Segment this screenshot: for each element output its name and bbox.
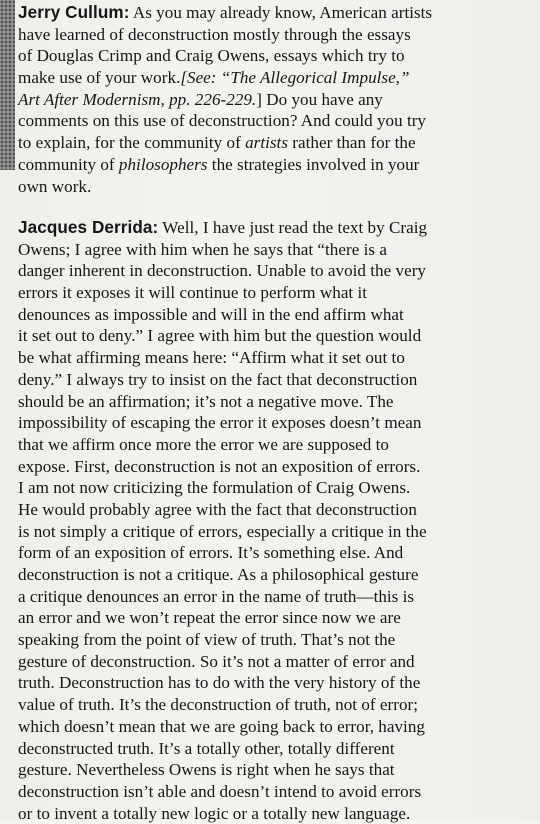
question-line-8: community of philosophers the strategies involved in your	[18, 154, 420, 174]
left-margin-shadow	[0, 0, 15, 170]
answer-line-9: should be an affirmation; it’s not a negative move. The	[18, 391, 394, 411]
answer-line-2: Owens; I agree with him when he says that “there is a	[18, 239, 387, 259]
answer-line-18: a critique denounces an error in the name of truth—this is	[18, 586, 415, 606]
answer-line-3: danger inherent in deconstruction. Unable to avoid the very	[18, 261, 426, 281]
answer-line-22: truth. Deconstruction has to do with the very history of the	[18, 673, 421, 693]
answer-line-28: or to invent a totally new logic or a totally new language.	[18, 803, 411, 823]
answer-line-25: deconstructed truth. It’s a totally other, totally different	[18, 738, 395, 758]
answer-line-8: deny.” I always try to insist on the fact that deconstruction	[18, 369, 418, 389]
speaker-jacques-derrida: Jacques Derrida:	[18, 218, 159, 237]
answer-line-5: denounces as impossible and will in the end affirm what	[18, 304, 404, 324]
answer-line-6: it set out to deny.” I agree with him but the question would	[18, 326, 422, 346]
answer-line-1: Jacques Derrida: Well, I have just read the text by Craig	[18, 218, 428, 237]
answer-line-10: impossibility of escaping the error it exposes doesn’t mean	[18, 413, 422, 433]
question-line-9: own work.	[18, 176, 92, 196]
answer-line-26: gesture. Nevertheless Owens is right when he says that	[18, 760, 395, 780]
answer-line-11: that we affirm once more the error we are supposed to	[18, 434, 389, 454]
answer-line-16: form of an exposition of errors. It’s something else. And	[18, 543, 404, 563]
answer-line-13: I am not now criticizing the formulation of Craig Owens.	[18, 478, 411, 498]
answer-line-19: an error and we won’t repeat the error since now we are	[18, 608, 401, 628]
answer-line-21: gesture of deconstruction. So it’s not a matter of error and	[18, 651, 415, 671]
question-line-3: of Douglas Crimp and Craig Owens, essays which try to	[18, 46, 405, 66]
speaker-jerry-cullum: Jerry Cullum:	[18, 3, 130, 22]
answer-line-4: errors it exposes it will continue to perform what it	[18, 283, 368, 303]
question-line-4: make use of your work.[See: “The Allegorical Impulse,”	[18, 68, 410, 88]
answer-line-24: which doesn’t mean that we are going back to error, having	[18, 716, 425, 736]
question-paragraph	[18, 2, 515, 197]
answer-line-27: deconstruction isn’t able and doesn’t intend to avoid errors	[18, 781, 422, 801]
question-line-7: to explain, for the community of artists rather than for the	[18, 133, 416, 153]
answer-line-23: value of truth. It’s the deconstruction of truth, not of error;	[18, 695, 419, 715]
answer-line-20: speaking from the point of view of truth. That’s not the	[18, 630, 396, 650]
answer-line-14: He would probably agree with the fact that deconstruction	[18, 499, 417, 519]
question-line-5: Art After Modernism, pp. 226-229.] Do you have any	[18, 89, 383, 109]
answer-line-15: is not simply a critique of errors, especially a critique in the	[18, 521, 427, 541]
answer-paragraph	[18, 217, 515, 824]
question-line-6: comments on this use of deconstruction? And could you try	[18, 111, 427, 131]
answer-line-7: be what affirming means here: “Affirm what it set out to	[18, 348, 405, 368]
question-line-2: have learned of deconstruction mostly through the essays	[18, 24, 411, 44]
answer-line-12: expose. First, deconstruction is not an exposition of errors.	[18, 456, 421, 476]
answer-line-17: deconstruction is not a critique. As a philosophical gesture	[18, 565, 419, 584]
question-line-1: Jerry Cullum: As you may already know, American artists	[18, 3, 433, 22]
